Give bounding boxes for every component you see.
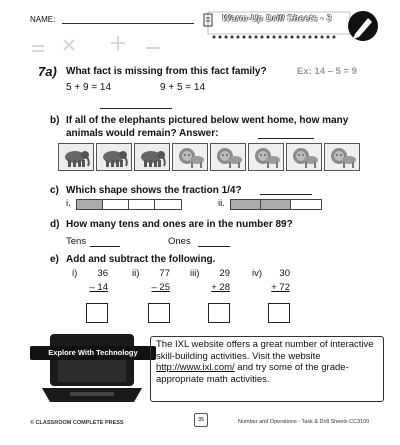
publisher-logo-text: © CLASSROOM COMPLETE PRESS [30, 420, 124, 426]
answer-line-c[interactable] [260, 194, 312, 195]
technology-text [156, 339, 380, 385]
lion-icon [248, 143, 284, 171]
question-e-text: Add and subtract the following. [66, 254, 216, 265]
question-b-line1: If all of the elephants pictured below went home, how many [66, 115, 349, 126]
ones-answer-line[interactable] [198, 246, 230, 247]
ones-label: Ones [168, 236, 191, 247]
tens-answer-line[interactable] [90, 246, 120, 247]
question-d-label: d) [50, 219, 60, 230]
problem-top: 29 [219, 268, 230, 279]
question-7a-text: What fact is missing from this fact family? [66, 66, 267, 77]
lion-icon [172, 143, 208, 171]
answer-box[interactable] [208, 303, 230, 323]
lion-icon [286, 143, 322, 171]
answer-line-b[interactable] [258, 138, 314, 139]
problem-bottom: + 72 [271, 282, 290, 293]
question-e-label: e) [50, 254, 59, 265]
problem-bottom: – 25 [151, 282, 170, 293]
problem-top: 77 [159, 268, 170, 279]
problem-label: iv) [252, 268, 263, 279]
question-c-text: Which shape shows the fraction 1/4? [66, 185, 242, 196]
fraction-shape-ii[interactable] [230, 199, 322, 210]
question-c-label: c) [50, 185, 59, 196]
laptop-icon [40, 330, 144, 406]
math-symbols-decoration [26, 32, 176, 66]
elephant-icon [134, 143, 170, 171]
question-number: 7a) [38, 64, 57, 79]
fraction-shape-i[interactable] [76, 199, 182, 210]
answer-box[interactable] [268, 303, 290, 323]
name-line [62, 23, 194, 24]
answer-box[interactable] [148, 303, 170, 323]
problem-bottom: – 14 [89, 282, 108, 293]
banner-title: Warm-Up Drill Sheets - 3 [222, 13, 332, 23]
question-d-text: How many tens and ones are in the number 89? [66, 219, 293, 230]
question-b-label: b) [50, 115, 60, 126]
fact-2: 9 + 5 = 14 [160, 82, 206, 93]
fact-1: 5 + 9 = 14 [66, 82, 112, 93]
answer-line-7a[interactable] [100, 108, 172, 109]
elephant-icon [96, 143, 132, 171]
question-7a-example: Ex: 14 – 5 = 9 [297, 66, 357, 77]
technology-text-before: The IXL website offers a great number of interactive skill-building activities. Visit the website [156, 339, 374, 362]
problem-top: 30 [279, 268, 290, 279]
problem-label: i) [72, 268, 78, 279]
problem-label: ii) [132, 268, 140, 279]
problem-top: 36 [97, 268, 108, 279]
question-b-line2: animals would remain? Answer: [66, 128, 219, 139]
answer-box[interactable] [86, 303, 108, 323]
lion-icon [210, 143, 246, 171]
ixl-link[interactable]: http://www.ixl.com/ [156, 362, 235, 373]
elephant-icon [58, 143, 94, 171]
option-ii-label: ii. [218, 198, 225, 209]
page-number: 35 [194, 413, 208, 427]
footer-title: Number and Operations - Task & Drill Sheets CC3100 [238, 419, 370, 425]
problem-label: iii) [190, 268, 200, 279]
tens-label: Tens [66, 236, 87, 247]
technology-text-after: and try some of the grade-appropriate math activities. [156, 362, 349, 385]
problem-bottom: + 28 [211, 282, 230, 293]
option-i-label: i. [66, 198, 71, 209]
explore-technology-badge: Explore With Technology [30, 346, 156, 360]
lion-icon [324, 143, 360, 171]
name-label: NAME: [30, 15, 56, 24]
